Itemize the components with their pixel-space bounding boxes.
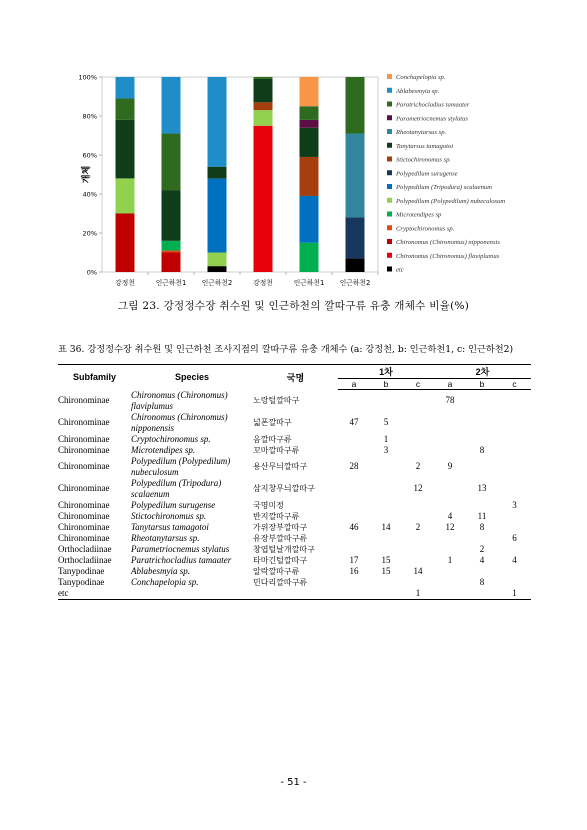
cell-count: 3	[383, 444, 389, 455]
legend-label: Conchapelopia sp.	[396, 74, 446, 81]
legend-label: etc	[396, 266, 404, 274]
legend-swatch	[387, 115, 392, 120]
cell-species: Polypedilum (Tripodura) scalaenum	[131, 477, 222, 499]
y-tick-label: 20%	[82, 229, 97, 238]
cell-count	[434, 434, 466, 445]
cell-count	[338, 500, 370, 511]
table-caption: 표 36. 강정정수장 취수원 및 인근하천 조사지점의 깔따구류 유충 개체수 (a: 강정천, b: 인근하천1, c: 인근하천2)	[58, 344, 514, 355]
bar-segment	[208, 77, 227, 167]
cell-count: 16	[349, 565, 359, 576]
bar-segment	[300, 120, 319, 128]
cell-count	[498, 522, 531, 533]
cell-count: 28	[349, 461, 359, 471]
cell-count: 46	[349, 521, 359, 532]
legend-swatch	[387, 253, 392, 258]
cell-count: 8	[479, 576, 485, 587]
legend-label: Chironomus (Chironomus) flaviplumus	[396, 252, 500, 260]
cell-count	[370, 577, 402, 588]
cell-count	[466, 412, 498, 434]
header-site: a	[434, 379, 466, 390]
cell-korean-name: 창엽털날개깔따구	[253, 544, 315, 554]
legend-swatch	[387, 143, 392, 148]
table-row	[58, 511, 531, 522]
cell-count	[338, 434, 370, 445]
cell-korean-name: 가위장부깔따구	[253, 522, 308, 532]
bar-segment	[300, 157, 319, 196]
bar-segment	[254, 102, 273, 110]
cell-species: Paratrichocladius tamaater	[131, 554, 232, 565]
bar-segment	[116, 98, 135, 119]
cell-species: Rheotanytarsus sp.	[131, 532, 200, 543]
cell-count	[434, 577, 466, 588]
legend-swatch	[387, 102, 392, 107]
legend-label: Paratrichocladius tamaater	[396, 101, 470, 109]
bar-segment	[300, 128, 319, 157]
cell-species: Chironomus (Chironomus) flaviplumus	[131, 389, 228, 411]
cell-count	[402, 555, 434, 566]
legend-swatch	[387, 239, 392, 244]
cell-count: 4	[447, 510, 453, 521]
legend-swatch	[387, 170, 392, 175]
table-row	[58, 445, 531, 456]
legend-swatch	[387, 225, 392, 230]
cell-subfamily: Orthocladiinae	[58, 554, 112, 565]
cell-subfamily: Chironominae	[58, 395, 110, 405]
legend-label: Polypedilum surugense	[396, 170, 458, 178]
y-tick-label: 60%	[82, 151, 97, 160]
table-row	[58, 566, 531, 577]
cell-species: Polypedilum (Polypedilum) nubeculosum	[131, 455, 231, 477]
cell-count: 4	[512, 554, 517, 565]
bar-segment	[300, 106, 319, 120]
cell-subfamily: Chironominae	[58, 532, 110, 543]
cell-count	[498, 511, 531, 522]
cell-korean-name: 반지깔따구류	[253, 511, 300, 521]
cell-count: 1	[402, 588, 434, 600]
cell-count: 8	[479, 444, 485, 455]
cell-count	[466, 588, 498, 600]
cell-korean-name: 타마긴털깔따구	[253, 555, 308, 565]
cell-count	[466, 456, 498, 478]
y-tick-label: 40%	[82, 190, 97, 199]
cell-count	[338, 577, 370, 588]
x-tick-label: 인근하천2	[201, 279, 233, 287]
bar-segment	[208, 167, 227, 179]
cell-count	[338, 588, 370, 600]
legend-label: Rheotanytarsus sp.	[396, 129, 447, 136]
legend-label: Cryptochironomus sp.	[396, 225, 455, 233]
x-tick-label: 인근하천1	[155, 279, 187, 287]
cell-count	[466, 566, 498, 577]
cell-korean-name: 알락깔따구류	[253, 566, 300, 576]
legend-label: Parametriocnemus stylatus	[396, 115, 468, 123]
cell-count: 2	[479, 543, 485, 554]
legend-swatch	[387, 267, 392, 272]
x-tick-label: 강정천	[115, 279, 135, 287]
bar-segment	[254, 79, 273, 102]
cell-subfamily: Orthocladiinae	[58, 543, 112, 554]
cell-count	[434, 500, 466, 511]
bar-segment	[116, 214, 135, 273]
table-row	[58, 390, 531, 412]
legend-swatch	[387, 198, 392, 203]
cell-count	[338, 390, 370, 412]
table-row	[58, 544, 531, 555]
bar-segment	[208, 266, 227, 272]
legend-label: Polypedilum (Polypedilum) nubeculosum	[396, 197, 506, 205]
cell-count	[466, 434, 498, 445]
cell-count	[434, 533, 466, 544]
y-tick-label: 80%	[82, 112, 97, 121]
cell-species: Stictochironomus sp.	[131, 510, 207, 521]
y-tick-label: 100%	[78, 73, 97, 82]
bar-segment	[208, 253, 227, 267]
cell-count	[434, 412, 466, 434]
cell-subfamily: Chironominae	[58, 433, 110, 444]
cell-species: Conchapelopia sp.	[131, 576, 199, 587]
bar-segment	[162, 134, 181, 191]
cell-count	[498, 434, 531, 445]
cell-count	[434, 588, 466, 600]
cell-species: Ablabesmyia sp.	[131, 565, 190, 576]
cell-count: 2	[415, 521, 421, 532]
cell-count: 9	[447, 461, 453, 471]
cell-subfamily: Chironominae	[58, 521, 110, 532]
header-round-1: 1차	[338, 365, 434, 379]
cell-count: 12	[413, 483, 423, 493]
bar-segment	[162, 253, 181, 273]
header-species: Species	[131, 365, 253, 390]
legend-label: Ablabesmyia sp.	[396, 87, 440, 95]
x-tick-label: 강정천	[253, 279, 273, 287]
cell-count: 1	[498, 588, 531, 600]
bar-segment	[300, 196, 319, 243]
cell-korean-name	[253, 588, 338, 600]
cell-korean-name: 꼬마깔따구류	[253, 445, 300, 455]
bar-segment	[116, 77, 135, 98]
header-site: b	[370, 379, 402, 390]
cell-count	[402, 500, 434, 511]
legend-label: Polypedilum (Tripodura) scalaenum	[396, 184, 492, 191]
cell-count	[402, 434, 434, 445]
cell-count	[402, 445, 434, 456]
cell-count	[498, 577, 531, 588]
bar-segment	[254, 77, 273, 79]
cell-count: 1	[447, 554, 453, 565]
cell-count	[402, 533, 434, 544]
cell-subfamily: etc	[58, 588, 131, 600]
cell-species: Parametriocnemus stylatus	[131, 543, 230, 554]
table-row	[58, 412, 531, 434]
bar-segment	[116, 178, 135, 213]
cell-species: Polypedilum surugense	[131, 499, 216, 510]
cell-count	[498, 478, 531, 500]
cell-species: Chironomus (Chironomus) nipponensis	[131, 411, 228, 433]
header-site: c	[402, 379, 434, 390]
cell-count	[434, 544, 466, 555]
cell-count	[370, 533, 402, 544]
cell-count	[498, 456, 531, 478]
cell-count	[402, 390, 434, 412]
table-row	[58, 577, 531, 588]
header-korean-name: 국명	[253, 365, 338, 390]
table-row	[58, 555, 531, 566]
table-row	[58, 478, 531, 500]
cell-count	[370, 478, 402, 500]
cell-count: 8	[479, 521, 485, 532]
cell-subfamily: Chironominae	[58, 483, 110, 493]
bar-segment	[346, 77, 365, 134]
cell-count: 1	[383, 433, 389, 444]
header-site: a	[338, 379, 370, 390]
cell-korean-name: 국명미정	[253, 500, 284, 510]
legend-swatch	[387, 157, 392, 162]
stacked-bar-chart	[70, 60, 540, 288]
cell-count	[498, 566, 531, 577]
cell-count: 3	[512, 499, 517, 510]
cell-count	[402, 412, 434, 434]
bar-segment	[162, 251, 181, 253]
plot-frame	[102, 77, 378, 272]
cell-subfamily: Tanypodinae	[58, 576, 105, 587]
bar-segment	[346, 258, 365, 272]
bar-segment	[162, 77, 181, 134]
cell-count	[498, 544, 531, 555]
cell-count	[370, 588, 402, 600]
header-site: b	[466, 379, 498, 390]
cell-count	[466, 500, 498, 511]
cell-count	[498, 412, 531, 434]
cell-count: 5	[383, 417, 389, 427]
cell-count	[466, 390, 498, 412]
table-row	[58, 500, 531, 511]
cell-count: 4	[479, 554, 485, 565]
bar-segment	[346, 217, 365, 258]
cell-count	[338, 511, 370, 522]
bar-segment	[254, 126, 273, 272]
cell-count: 78	[445, 395, 455, 406]
cell-count: 6	[512, 532, 517, 543]
x-tick-label: 인근하천1	[293, 279, 325, 287]
cell-species: Microtendipes sp.	[131, 444, 196, 455]
cell-subfamily: Chironominae	[58, 461, 110, 471]
cell-count	[402, 511, 434, 522]
cell-korean-name: 유장부깔따구류	[253, 533, 308, 543]
legend-swatch	[387, 212, 392, 217]
table-row	[58, 533, 531, 544]
bar-segment	[208, 178, 227, 252]
cell-count: 13	[477, 483, 487, 493]
cell-count	[370, 511, 402, 522]
bar-segment	[346, 134, 365, 218]
cell-korean-name: 민다리깔따구류	[253, 577, 308, 587]
legend-label: Tanytarsus tamagotoi	[396, 142, 454, 150]
cell-count	[466, 533, 498, 544]
cell-count	[338, 533, 370, 544]
cell-count	[338, 544, 370, 555]
bar-segment	[300, 243, 319, 272]
legend-swatch	[387, 88, 392, 93]
legend-label: Stictochironomus sp.	[396, 156, 452, 164]
cell-count	[434, 478, 466, 500]
bar-segment	[116, 120, 135, 178]
cell-count	[402, 544, 434, 555]
cell-count	[370, 500, 402, 511]
y-tick-label: 0%	[86, 268, 97, 277]
bar-segment	[162, 241, 181, 251]
legend-swatch	[387, 129, 392, 134]
cell-species	[131, 588, 253, 600]
cell-count	[338, 478, 370, 500]
cell-count	[434, 445, 466, 456]
cell-count	[434, 566, 466, 577]
table-row	[58, 522, 531, 533]
cell-species: Cryptochironomus sp.	[131, 433, 211, 444]
bar-segment	[300, 77, 319, 106]
x-tick-label: 인근하천2	[339, 279, 371, 287]
cell-count: 12	[445, 521, 455, 532]
cell-count	[370, 390, 402, 412]
cell-count	[402, 577, 434, 588]
cell-korean-name: 노랑털깔따구	[253, 396, 300, 405]
cell-korean-name: 넓폰깔따구	[253, 418, 292, 427]
header-site: c	[498, 379, 531, 390]
cell-subfamily: Chironominae	[58, 499, 110, 510]
cell-species: Tanytarsus tamagotoi	[131, 521, 209, 532]
page-number: - 51 -	[280, 777, 307, 788]
cell-count: 14	[413, 565, 423, 576]
header-subfamily: Subfamily	[58, 365, 131, 390]
cell-korean-name: 용산무늬깔따구	[253, 462, 308, 471]
legend-swatch	[387, 74, 392, 79]
chironomid-count-table	[58, 364, 531, 600]
bar-segment	[162, 190, 181, 241]
cell-subfamily: Chironominae	[58, 417, 110, 427]
figure-caption: 그림 23. 강정정수장 취수원 및 인근하천의 깔따구류 유충 개체수 비율(%)	[117, 300, 470, 312]
legend-label: Chironomus (Chironomus) nipponensis	[396, 239, 500, 246]
cell-korean-name: 삼지창무늬깔따구	[253, 484, 315, 493]
table-row	[58, 434, 531, 445]
header-round-2: 2차	[434, 365, 531, 379]
legend-swatch	[387, 184, 392, 189]
cell-count: 47	[349, 417, 359, 427]
cell-count: 11	[477, 510, 487, 521]
table-row	[58, 456, 531, 478]
cell-count: 17	[349, 554, 359, 565]
cell-count	[370, 544, 402, 555]
cell-subfamily: Tanypodinae	[58, 565, 105, 576]
table-row	[58, 588, 531, 600]
cell-count: 2	[415, 461, 421, 471]
legend-label: Microtendipes sp	[396, 211, 442, 219]
cell-count	[338, 445, 370, 456]
cell-subfamily: Chironominae	[58, 444, 110, 455]
bar-segment	[254, 110, 273, 126]
cell-subfamily: Chironominae	[58, 510, 110, 521]
cell-korean-name: 음깔따구류	[253, 434, 292, 444]
cell-count: 14	[381, 521, 391, 532]
cell-count: 15	[381, 565, 391, 576]
cell-count	[370, 456, 402, 478]
cell-count	[498, 390, 531, 412]
cell-count: 15	[381, 554, 391, 565]
y-axis-label: 개체	[82, 165, 92, 184]
cell-count	[498, 445, 531, 456]
